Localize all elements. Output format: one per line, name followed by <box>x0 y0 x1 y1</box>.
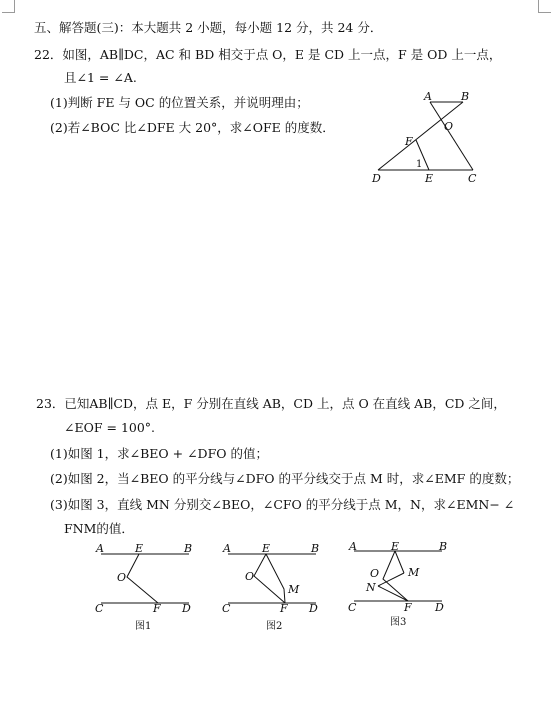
fig3-label-d: D <box>435 601 444 614</box>
q22-label-e: E <box>425 172 434 185</box>
fig1-label-e: E <box>135 542 144 555</box>
section-header: 五、解答题(三)：本大题共 2 小题，每小题 12 分，共 24 分． <box>34 20 383 35</box>
q23-line-2: ∠EOF = 100°. <box>64 420 156 435</box>
fig1-label-a: A <box>96 542 104 555</box>
q22-line-1: 22．如图，AB∥DC，AC 和 BD 相交于点 O，E 是 CD 上一点，F 是 OD 上一点， <box>34 47 502 62</box>
q22-part-2: (2)若∠BOC 比∠DFE 大 20°，求∠OFE 的度数． <box>50 120 335 135</box>
q22-label-a: A <box>424 90 432 103</box>
fig2-path-emf <box>266 554 285 603</box>
fig2-label-d: D <box>309 602 318 615</box>
fig3-label-e: E <box>391 540 400 553</box>
corner-mark-top-right <box>538 0 551 13</box>
q22-label-b: B <box>461 90 470 103</box>
fig3-label-f: F <box>404 601 412 614</box>
fig3-path-eof <box>383 551 408 601</box>
q23-part-1: (1)如图 1，求∠BEO + ∠DFO 的值； <box>50 446 268 461</box>
fig3-label-m: M <box>408 566 420 579</box>
fig1-label-b: B <box>184 542 193 555</box>
fig2-label-o: O <box>245 570 255 583</box>
q22-label-f: F <box>405 135 413 148</box>
q23-figure-2 <box>220 540 330 636</box>
fig3-label-n: N <box>366 581 376 594</box>
fig3-label-b: B <box>439 540 448 553</box>
fig2-label-a: A <box>223 542 231 555</box>
q22-label-o: O <box>444 120 454 133</box>
q22-label-d: D <box>372 172 381 185</box>
fig1-label-f: F <box>153 602 161 615</box>
fig3-path-em <box>395 551 404 573</box>
q23-line-1: 23．已知AB∥CD，点 E，F 分别在直线 AB，CD 上，点 O 在直线 AB，CD 之间， <box>36 396 506 411</box>
fig1-label-c: C <box>95 602 104 615</box>
fig1-label-d: D <box>182 602 191 615</box>
fig3-label-a: A <box>349 540 357 553</box>
fig2-label-b: B <box>311 542 320 555</box>
fig2-caption: 图2 <box>266 621 283 632</box>
fig2-label-m: M <box>288 583 300 596</box>
q22-part-1: (1)判断 FE 与 OC 的位置关系，并说明理由； <box>50 95 309 110</box>
fig2-label-c: C <box>222 602 231 615</box>
q23-figure-3 <box>346 540 458 636</box>
fig3-label-o: O <box>370 567 380 580</box>
fig1-caption: 图1 <box>135 621 152 632</box>
fig2-label-f: F <box>280 602 288 615</box>
q22-line-2: 且∠1 = ∠A. <box>64 70 137 85</box>
q23-part-3a: (3)如图 3，直线 MN 分别交∠BEO，∠CFO 的平分线于点 M，N，求∠EMN− ∠ <box>50 497 515 512</box>
corner-mark-top-left <box>2 0 15 13</box>
fig3-label-c: C <box>348 601 357 614</box>
q22-label-1: 1 <box>416 159 423 170</box>
fig3-caption: 图3 <box>390 617 407 628</box>
fig1-path-eof <box>127 554 158 603</box>
q22-label-c: C <box>468 172 477 185</box>
q23-part-2: (2)如图 2，当∠BEO 的平分线与∠DFO 的平分线交于点 M 时，求∠EMF 的度数； <box>50 471 520 486</box>
q23-part-3b: FNM的值． <box>64 521 134 536</box>
fig3-path-mn <box>378 573 404 586</box>
q22-figure <box>368 90 488 186</box>
fig2-label-e: E <box>262 542 271 555</box>
q23-figure-1 <box>93 540 203 636</box>
q22-segment-ac <box>430 102 473 170</box>
fig1-label-o: O <box>117 571 127 584</box>
